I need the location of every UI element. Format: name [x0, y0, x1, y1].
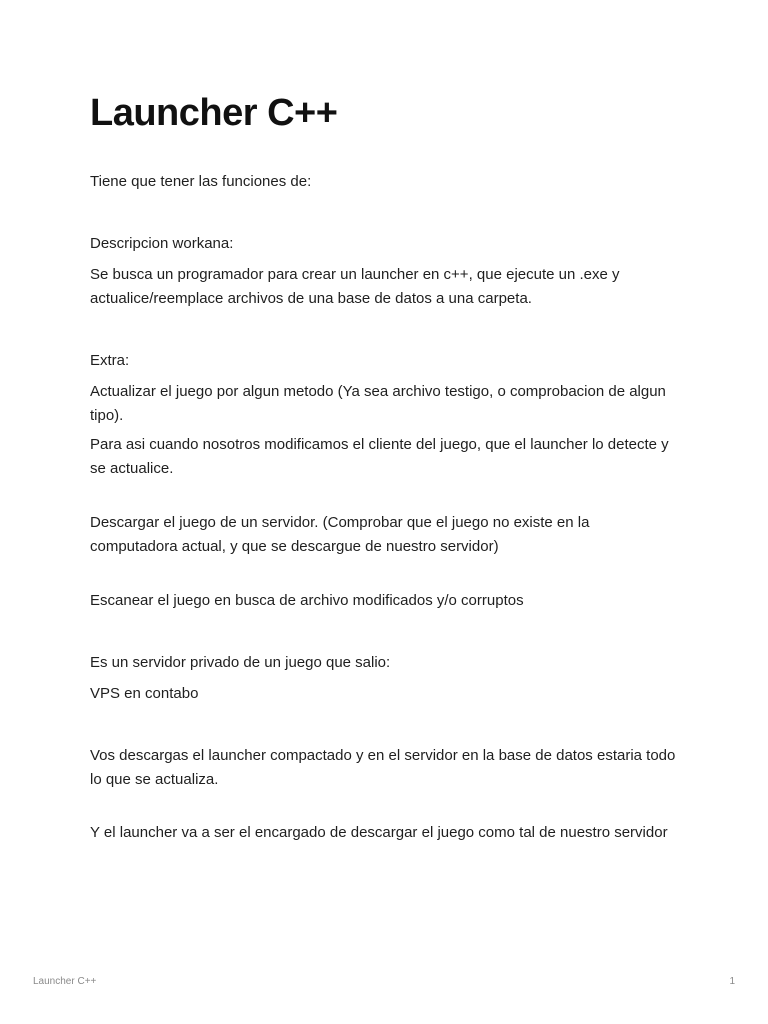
footer-doc-name: Launcher C++ [33, 976, 97, 987]
page-title: Launcher C++ [90, 92, 338, 134]
paragraph-actualizar: Actualizar el juego por algun metodo (Ya sea archivo testigo, o comprobacion de algun tipo). [90, 383, 666, 424]
paragraph-descripcion-heading: Descripcion workana: [90, 235, 234, 252]
paragraph-descargar: Descargar el juego de un servidor. (Comprobar que el juego no existe en la computadora actual, y que se descargue de nuestro servidor) [90, 514, 590, 555]
paragraph-vps: VPS en contabo [90, 685, 199, 702]
paragraph-intro: Tiene que tener las funciones de: [90, 173, 312, 190]
paragraph-descripcion-body: Se busca un programador para crear un launcher en c++, que ejecute un .exe y actualice/reemplace archivos de una base de datos a una carpeta. [90, 266, 620, 307]
footer-page-number: 1 [729, 976, 735, 987]
paragraph-servidor-privado: Es un servidor privado de un juego que salio: [90, 654, 391, 671]
paragraph-y-el-launcher: Y el launcher va a ser el encargado de descargar el juego como tal de nuestro servidor [90, 824, 668, 841]
paragraph-vos-descargas: Vos descargas el launcher compactado y en el servidor en la base de datos estaria todo lo que se actualiza. [90, 747, 676, 788]
paragraph-extra-heading: Extra: [90, 352, 130, 369]
paragraph-escanear: Escanear el juego en busca de archivo modificados y/o corruptos [90, 592, 524, 609]
paragraph-para-asi: Para asi cuando nosotros modificamos el cliente del juego, que el launcher lo detecte y se actualice. [90, 436, 669, 477]
